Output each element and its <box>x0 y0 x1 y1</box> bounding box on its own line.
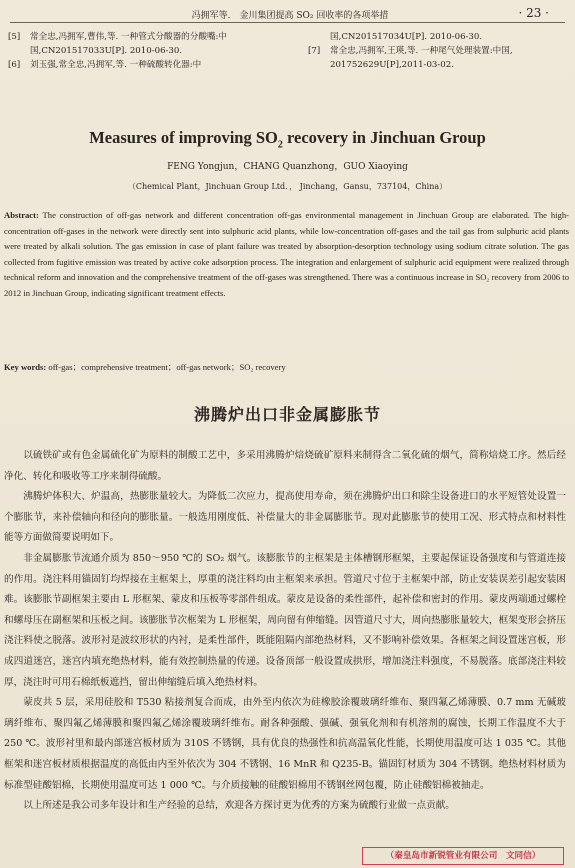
paragraph: 以上所述是我公司多年设计和生产经验的总结，欢迎各方探讨更为优秀的方案为硫酸行业做一点贡献。 <box>23 800 455 812</box>
keywords-text: off-gas；comprehensive treatment；off-gas network；SO₂ recovery <box>46 362 286 372</box>
paragraph: 非金属膨胀节流通介质为 850～950 ℃的 SO₂ 烟气。该膨胀节的主框架是主体槽钢形框架，主要起保证设备强度和与管道连接的作用。浇注料用锚固钉均焊接在主框架上，厚重的浇注料均由主框架来承担。管道尺寸位于主框架中部，防止安装误差引起安装困难。该膨胀节副框架主要由 L 形框架、蒙皮和压板等零部件组成。蒙皮是设备的柔性部件，起补偿和密封的作用。蒙皮两端通过螺栓和螺母压在副框架和压板之间。该膨胀节次框架为 L 形框架，周向留有伸缩缝。因管道尺寸大，周向热膨胀量较大，框架变形会挤压浇注料使之脱落。波形衬是波纹形状的内衬，是柔性部件，既能阻隔内部绝热材料，又不影响补偿效果。各框架之间设置迷宫板，形成四道迷宫，迷宫内填充绝热材料，能有效控制热量的传递。设备顶部一般设置成拱形，增加浇注料强度，不易脱落。底部浇注料较厚，浇注时可用石棉纸板遮挡，留出伸缩缝后填入绝热材料。 <box>4 552 566 688</box>
references-left <box>8 30 293 72</box>
article-authors: FENG Yongjun，CHANG Quanzhong，GUO Xiaoying <box>167 162 408 172</box>
paragraph: 沸腾炉体积大、炉温高，热膨胀量较大。为降低二次应力，提高使用寿命，须在沸腾炉出口和除尘设备进口的水平短管处设置一个膨胀节，来补偿轴向和径向的膨胀量。一般选用刚度低、补偿量大的非金属膨胀节。现对此膨胀节的使用工况、形式特点和材料性能等方面做简要说明如下。 <box>4 491 566 544</box>
references-right <box>308 30 568 72</box>
abstract-label: Abstract: <box>4 210 39 220</box>
reference-item: [5] 常全忠,冯拥军,曹伟,等. 一种管式分酸器的分酸嘴:中国,CN201517033U[P]. 2010-06-30. <box>8 32 228 56</box>
keywords-label: Key words: <box>4 362 47 372</box>
reference-item: [7] 常全忠,冯拥军,王瑛,等. 一种尾气处理装置:中国, 201752629U[P],2011-03-02. <box>308 46 513 70</box>
paragraph: 蒙皮共 5 层，采用硅胶和 T530 粘接剂复合而成，由外至内依次为硅橡胶涂覆玻璃纤维布、聚四氟乙烯薄膜、0.7 mm 无碱玻璃纤维布、聚四氟乙烯薄膜和聚四氟乙烯涂覆玻璃纤维布。耐各种强酸、强碱、强氧化剂和有机溶剂的腐蚀，长期工作温度不大于 250 ℃。波形衬里和最内部迷宫板材质为 310S 不锈钢，具有优良的热强性和抗高温氧化性能，长期使用温度可达 1 035 ℃。其他框架和迷宫板材质根据温度的高低由内至外依次为 304 不锈钢、16 MnR 和 Q235-B。锚固钉材质为 304 不锈钢。绝热材料材质为标准型硅酸铝棉，长期使用温度可达 1 000 ℃。与介质接触的硅酸铝棉用不锈钢丝网包覆，防止硅酸铝棉被抽走。 <box>4 697 566 791</box>
reference-item: 国,CN201517034U[P]. 2010-06-30. <box>330 32 483 42</box>
body-text <box>4 446 566 817</box>
abstract <box>4 208 569 301</box>
abstract-text: The construction of off-gas network and different concentration off-gas environmental management in Jinchuan Group are elaborated. The high-concentration off-gases in the network were directly sent into sulphuric acid plants, while low-concentration off-gases and the tail gas from sulphuric acid plants were treated by alkali solution. The gas emission in case of plant failure was treated by absorption-desorption technology using sodium citrate solution. The gas collected from fugitive emission was treated by active coke adsorption process. The integration and enlargement of sulphuric acid equipment were realized through technical reform and innovation and the comprehensive treatment of the off-gases was strengthened. There was a continuous increase in SO₂ recovery from 2006 to 2012 in Jinchuan Group, indicating significant treatment effects. <box>4 210 569 298</box>
header-rule <box>10 22 565 23</box>
company-stamp: （秦皇岛市新锐管业有限公司 文同信） <box>362 847 564 865</box>
running-header <box>0 4 575 22</box>
article-affiliation: （Chemical Plant，Jinchuan Group Ltd．， Jinchang，Gansu，737104，China） <box>127 182 448 191</box>
page-number: · 23 · <box>518 6 549 20</box>
section-title: 沸腾炉出口非金属膨胀节 <box>193 405 381 424</box>
paragraph: 以硫铁矿或有色金属硫化矿为原料的制酸工艺中，多采用沸腾炉焙烧硫矿原料来制得含二氧化硫的烟气，简称焙烧工序。然后经净化、转化和吸收等工序来制得硫酸。 <box>4 450 566 482</box>
keywords <box>4 361 569 373</box>
reference-item: [6] 刘玉强,常全忠,冯拥军,等. 一种硫酸转化器:中 <box>8 60 202 70</box>
header-title: 冯拥军等． 金川集团提高 SO₂ 回收率的各项举措 <box>191 11 389 21</box>
article-title: Measures of improving $SO_2$ recovery in Jinchuan Group <box>89 128 486 151</box>
